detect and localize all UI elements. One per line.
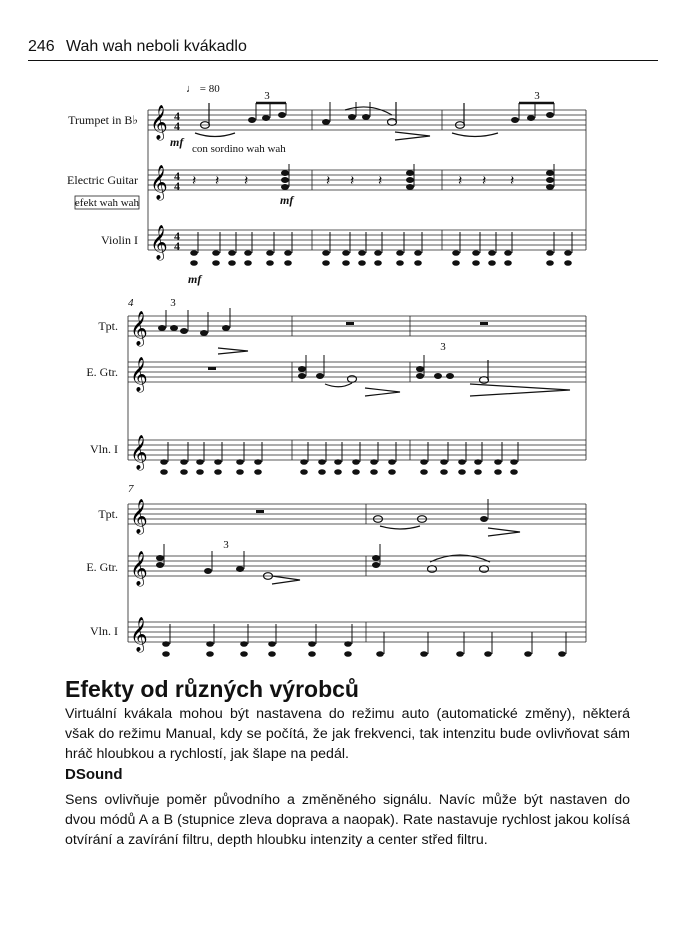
measure-number: 4 [128, 297, 134, 309]
header-rule [28, 60, 658, 61]
system1-staves [148, 110, 586, 250]
svg-text:4: 4 [174, 239, 180, 253]
page-header [28, 38, 658, 60]
tuplet-three: 3 [534, 90, 540, 102]
tuplet-three: 3 [264, 90, 270, 102]
svg-text:𝄽: 𝄽 [326, 173, 331, 189]
svg-text:𝄽: 𝄽 [458, 173, 463, 189]
svg-text:3: 3 [223, 539, 229, 551]
page-number: 246 [28, 38, 55, 55]
section-heading: Efekty od různých výrobců [65, 676, 359, 702]
system2-staves [128, 316, 586, 460]
trumpet-notes-m2 [322, 102, 370, 125]
svg-text:𝄽: 𝄽 [244, 173, 249, 189]
svg-text:𝄞: 𝄞 [130, 357, 148, 392]
svg-text:𝄞: 𝄞 [130, 617, 148, 652]
effect-box-label: efekt wah wah [74, 197, 140, 209]
system3-staves [128, 504, 586, 642]
treble-clef-icon: 𝄞 [150, 165, 168, 200]
label-vln: Vln. I [90, 624, 118, 638]
paragraph-dsound: Sens ovlivňuje poměr původního a změněného signálu. Navíc může být nastaven do dvou módů A a B (stupnice zleva doprava a naopak). Rate nastavuje rychlost jakou kolísá otvírání a zavírání filtru, depth hloubku intenzity a center střed filtru. [65, 792, 630, 848]
tempo-marking: ♩ = 80 [186, 83, 220, 95]
svg-text:4: 4 [174, 109, 180, 123]
measure-number: 7 [128, 483, 134, 495]
paragraph-intro: Virtuální kvákala mohou být nastavena do režimu auto (automatické změny), některá však do režimu Manual, kdy se počítá, že jak frekvenci, tak intenzitu bude ovlivňovat sám hráč hloubkou a rychlostí, jak šlape na pedál. [65, 706, 630, 762]
performance-direction: con sordino wah wah [192, 143, 286, 155]
label-violin: Violin I [101, 233, 138, 247]
svg-text:3: 3 [170, 297, 176, 309]
svg-text:𝄞: 𝄞 [130, 311, 148, 346]
system3-open-notes [264, 516, 521, 584]
system2-notes [158, 308, 488, 379]
dynamic-mf: mf [170, 135, 184, 149]
violin-notes-system1 [190, 232, 572, 266]
music-score [0, 70, 700, 670]
svg-text:𝄽: 𝄽 [192, 173, 197, 189]
dynamic-mf: mf [280, 193, 294, 207]
svg-text:𝄞: 𝄞 [130, 499, 148, 534]
trumpet-notes-m2b [345, 102, 430, 140]
svg-text:𝄽: 𝄽 [378, 173, 383, 189]
svg-text:𝄞: 𝄞 [130, 551, 148, 586]
running-title: Wah wah neboli kvákadlo [66, 38, 247, 55]
svg-text:𝄽: 𝄽 [350, 173, 355, 189]
dynamic-mf: mf [188, 272, 202, 286]
violin-notes-system2 [160, 442, 518, 475]
label-egtr: E. Gtr. [86, 560, 118, 574]
svg-text:4: 4 [174, 179, 180, 193]
svg-text:𝄽: 𝄽 [215, 173, 220, 189]
label-vln: Vln. I [90, 442, 118, 456]
svg-text:3: 3 [440, 341, 446, 353]
svg-text:𝄽: 𝄽 [510, 173, 515, 189]
svg-text:4: 4 [174, 229, 180, 243]
svg-text:4: 4 [174, 169, 180, 183]
svg-text:𝄽: 𝄽 [482, 173, 487, 189]
treble-clef-icon: 𝄞 [150, 105, 168, 140]
subheading-dsound: DSound [65, 766, 123, 783]
violin-notes-system3 [162, 624, 566, 657]
label-tpt: Tpt. [98, 507, 118, 521]
label-trumpet: Trumpet in B♭ [68, 113, 138, 127]
svg-text:4: 4 [174, 119, 180, 133]
svg-text:𝄞: 𝄞 [130, 435, 148, 470]
label-egtr: E. Gtr. [86, 365, 118, 379]
label-tpt: Tpt. [98, 319, 118, 333]
treble-clef-icon: 𝄞 [150, 225, 168, 260]
system3-notes [156, 499, 488, 574]
label-electric-guitar: Electric Guitar [67, 173, 138, 187]
